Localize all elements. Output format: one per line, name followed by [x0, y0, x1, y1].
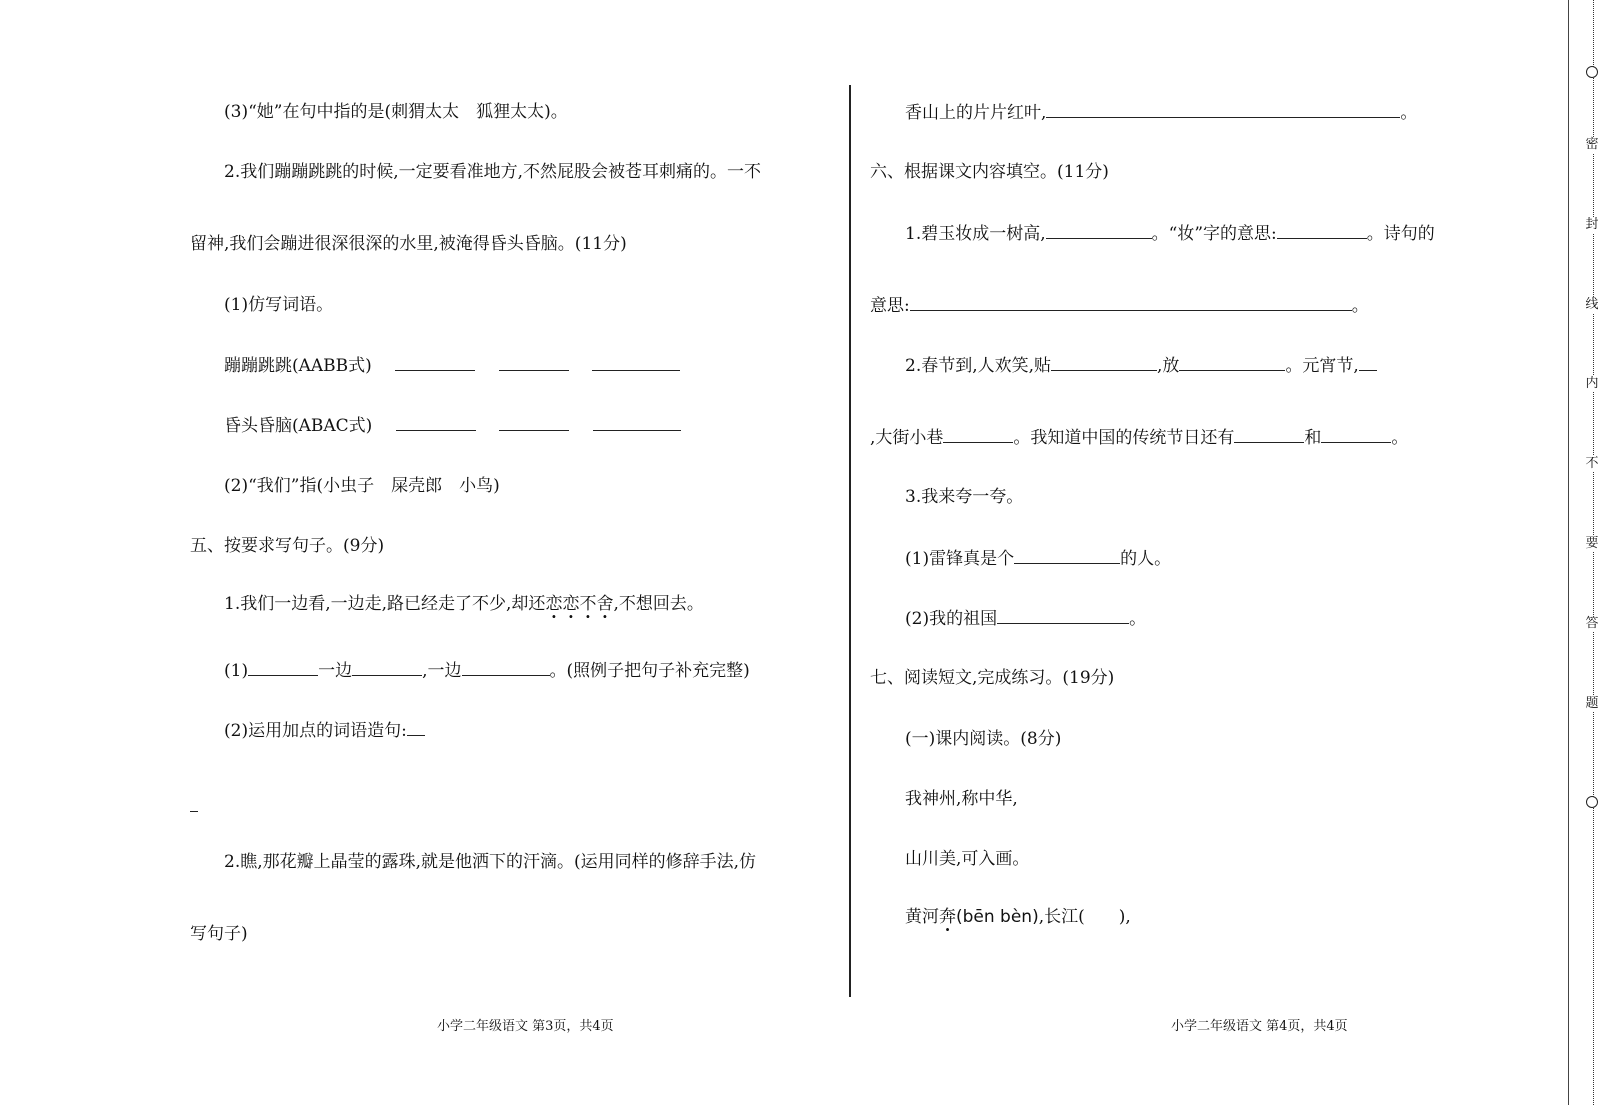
aabb-label: 蹦蹦跳跳(AABB式): [224, 356, 372, 376]
aabb-blank-2[interactable]: [499, 354, 569, 371]
fill-blank[interactable]: [997, 607, 1129, 624]
dotted-char: 恋: [545, 594, 563, 614]
answer-line-stub[interactable]: [190, 795, 198, 818]
section-6-q3b: (2)我的祖国 。: [905, 609, 1147, 629]
question-2-1: (1)仿写词语。: [224, 295, 334, 315]
seal-char: 不: [1583, 456, 1598, 472]
footer-page-3: 小学二年级语文 第3页，共4页: [437, 1019, 614, 1034]
section-6-q1: 1.碧玉妆成一树高, 。“妆”字的意思: 。诗句的: [905, 224, 1435, 244]
fill-blank[interactable]: [910, 294, 1352, 311]
seal-char: 答: [1583, 616, 1598, 632]
question-3-3: (3)“她”在句中指的是(刺猬太太 狐狸太太)。: [224, 102, 568, 122]
section-7-heading: 七、阅读短文,完成练习。(19分): [870, 668, 1115, 688]
seal-char: 要: [1583, 536, 1598, 552]
section-5-q2-line2: 写句子): [190, 924, 248, 944]
poem-line-1: 我神州,称中华,: [905, 789, 1018, 809]
fill-blank[interactable]: [1051, 354, 1157, 371]
abac-blank-3[interactable]: [593, 414, 681, 431]
fill-blank[interactable]: [1046, 222, 1152, 239]
column-divider: [849, 85, 851, 997]
fill-blank[interactable]: [1014, 547, 1120, 564]
section-6-heading: 六、根据课文内容填空。(11分): [870, 162, 1109, 182]
abac-row: [224, 414, 681, 437]
page-edge-line: [1568, 0, 1569, 1105]
fill-blank[interactable]: [352, 659, 422, 676]
pinyin-options: (bēn bèn): [956, 907, 1039, 927]
fill-blank[interactable]: [248, 659, 318, 676]
fill-blank[interactable]: [943, 426, 1013, 443]
footer-page-4: 小学二年级语文 第4页，共4页: [1171, 1019, 1348, 1034]
dotted-char: 不: [579, 594, 597, 614]
seal-char: 内: [1583, 376, 1598, 392]
question-2-line2: 留神,我们会蹦进很深很深的水里,被淹得昏头昏脑。(11分): [190, 234, 627, 254]
section-6-q2: 2.春节到,人欢笑,贴 ,放 。元宵节,: [905, 354, 1377, 377]
red-leaves-line: 香山上的片片红叶, 。: [905, 103, 1418, 123]
abac-blank-1[interactable]: [396, 414, 476, 431]
aabb-row: [224, 354, 680, 377]
seal-char: 封: [1583, 217, 1598, 233]
fill-blank[interactable]: [1179, 354, 1285, 371]
section-5-q1b: (2)运用加点的词语造句:: [224, 719, 425, 742]
seal-circle-top: [1586, 66, 1598, 78]
fill-blank[interactable]: [462, 659, 550, 676]
section-6-q3a: (1)雷锋真是个 的人。: [905, 549, 1172, 569]
abac-blank-2[interactable]: [499, 414, 569, 431]
seal-char: 密: [1583, 137, 1598, 153]
fill-blank[interactable]: [1321, 426, 1391, 443]
poem-line-2: 山川美,可入画。: [905, 849, 1030, 869]
section-5-q2-line1: 2.瞧,那花瓣上晶莹的露珠,就是他洒下的汗滴。(运用同样的修辞手法,仿: [224, 852, 757, 872]
seal-char: 线: [1583, 297, 1598, 313]
aabb-blank-1[interactable]: [395, 354, 475, 371]
dotted-char: 奔: [939, 907, 956, 927]
section-6-q2-line2: ,大街小巷 。我知道中国的传统节日还有 和 。: [870, 428, 1409, 448]
question-2-2: (2)“我们”指(小虫子 屎壳郎 小鸟): [224, 476, 500, 496]
section-5-q1a: (1) 一边 ,一边 。(照例子把句子补充完整): [224, 661, 750, 681]
fill-blank[interactable]: [1234, 426, 1304, 443]
section-6-q1-line2: 意思: 。: [870, 296, 1369, 316]
section-5-heading: 五、按要求写句子。(9分): [190, 536, 385, 556]
dotted-char: 舍: [596, 594, 614, 614]
question-2-line1: 2.我们蹦蹦跳跳的时候,一定要看准地方,不然屁股会被苍耳刺痛的。一不: [224, 162, 762, 182]
aabb-blank-3[interactable]: [592, 354, 680, 371]
seal-char: 题: [1583, 696, 1598, 712]
poem-line-3: 黄河奔(bēn bèn),长江( ),: [905, 907, 1131, 927]
section-6-q3: 3.我来夸一夸。: [905, 487, 1024, 507]
section-7-sub: (一)课内阅读。(8分): [905, 729, 1062, 749]
answer-blank[interactable]: [407, 719, 425, 736]
fill-blank[interactable]: [1359, 354, 1377, 371]
fill-blank[interactable]: [1277, 222, 1367, 239]
section-5-q1: 1.我们一边看,一边走,路已经走了不少,却还恋恋不舍,不想回去。: [224, 594, 704, 614]
dotted-char: 恋: [562, 594, 580, 614]
seal-circle-bottom: [1586, 796, 1598, 808]
seal-dotted-line: [1593, 0, 1594, 1105]
abac-label: 昏头昏脑(ABAC式): [224, 416, 373, 436]
fill-blank[interactable]: [1046, 101, 1400, 118]
